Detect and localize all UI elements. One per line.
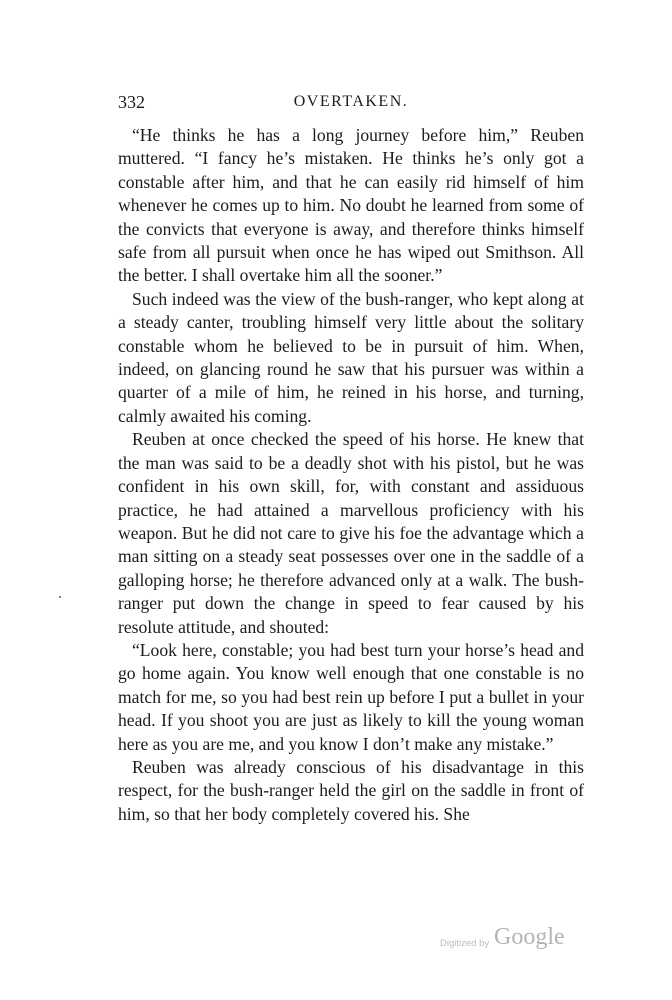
- body-text: [118, 124, 584, 826]
- page-header: [118, 92, 584, 116]
- running-title: OVERTAKEN.: [293, 93, 409, 110]
- google-logo: Google: [494, 924, 565, 950]
- page-number: 332: [118, 92, 145, 112]
- paragraph-3: Reuben at once checked the speed of his horse. He knew that the man was said to be a deadly shot with his pistol, but he was confident in his own skill, for, with constant and assiduous practice, he had attained a marvellous proficiency with his weapon. But he did not care to give his foe the advantage which a man sitting on a steady seat possesses over one in the saddle of a galloping horse; he therefore advanced only at a walk. The bush-ranger put down the change in speed to fear caused by his resolute attitude, and shouted:: [118, 429, 584, 637]
- paragraph-5: Reuben was already conscious of his disadvantage in this respect, for the bush-ranger held the girl on the saddle in front of him, so that her body completely covered his. She: [118, 756, 584, 824]
- margin-speck: [59, 596, 61, 598]
- paragraph-2: Such indeed was the view of the bush-ranger, who kept along at a steady canter, troubling himself very little about the solitary constable whom he believed to be in pursuit of him. When, indeed, on glancing round he saw that his pursuer was within a quarter of a mile of him, he reined in his horse, and turning, calmly awaited his coming.: [118, 288, 584, 426]
- paragraph-4: “Look here, constable; you had best turn your horse’s head and go home again. You know well enough that one constable is no match for me, so you had best rein up before I put a bullet in your head. If you shoot you are just as likely to kill the young woman here as you are me, and you know I don’t make any mistake.”: [118, 639, 584, 754]
- digitized-watermark: [440, 924, 590, 956]
- paragraph-1: “He thinks he has a long journey before him,” Reuben muttered. “I fancy he’s mistaken. He thinks he’s only got a constable after him, and that he can easily rid himself of him whenever he comes up to him. No doubt he learned from some of the convicts that everyone is away, and therefore thinks himself safe from all pursuit when once he has wiped out Smithson. All the better. I shall overtake him all the sooner.”: [118, 125, 584, 286]
- digitized-by-label: Digitized by: [440, 938, 490, 949]
